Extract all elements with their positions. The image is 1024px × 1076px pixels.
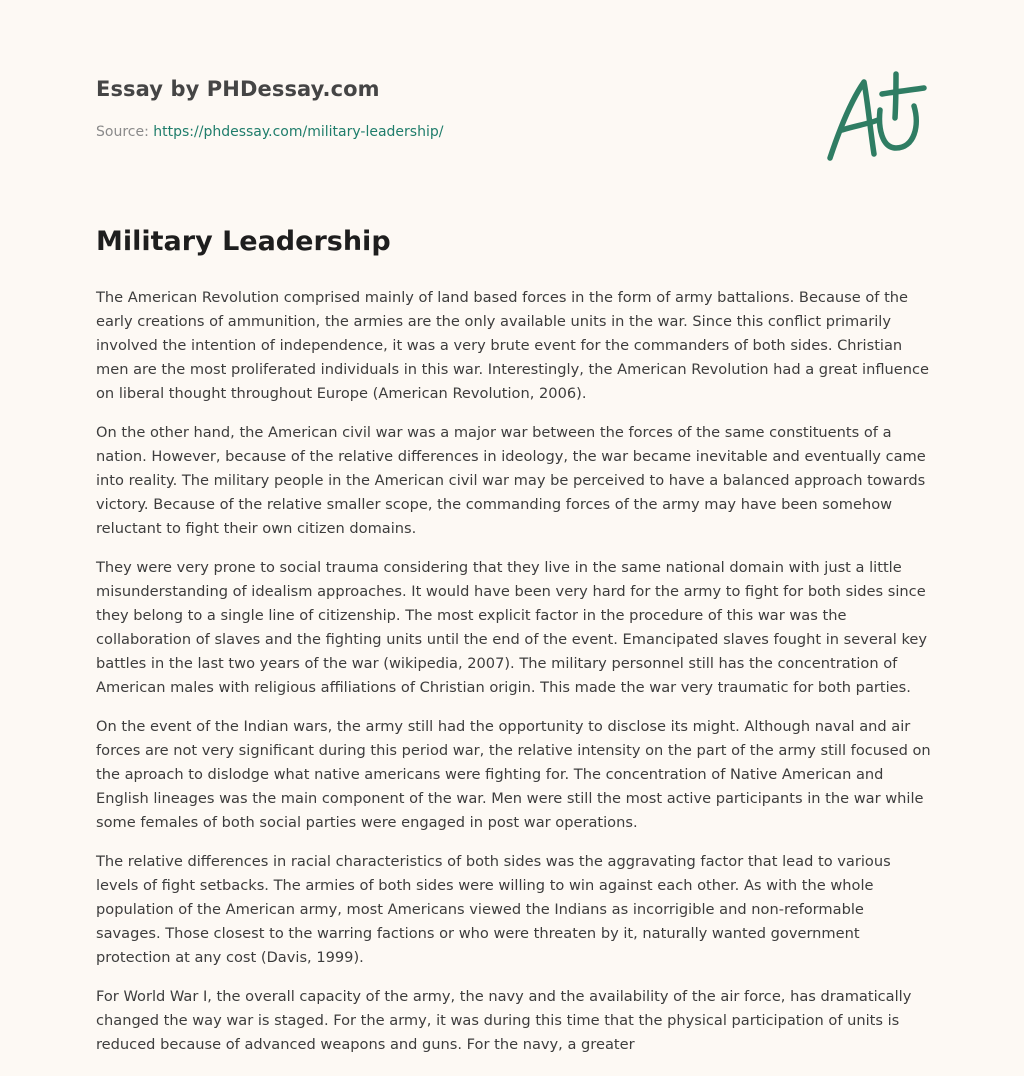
essay-paragraph: The American Revolution comprised mainly of land based forces in the form of army battalions. Because of the early creations of ammunition, the armies are the only available units in the war. Since this conflict primarily involved the intention of independence, it was a very brute event for the commanders of both sides. Christian men are the most proliferated individuals in this war. Interestingly, the American Revolution had a great influence on liberal thought throughout Europe (American Revolution, 2006).: [96, 289, 930, 402]
site-brand: Essay by PHDessay.com: [96, 77, 380, 101]
essay-title: Military Leadership: [96, 226, 391, 257]
source-line: [96, 124, 443, 140]
essay-paragraph: On the event of the Indian wars, the army still had the opportunity to disclose its might. Although naval and air forces are not very significant during this period war, the relative intensity on the part of the army still focused on the aproach to dislodge what native americans were fighting for. The concentration of Native American and English lineages was the main component of the war. Men were still the most active participants in the war while some females of both social parties were engaged in post war operations.: [96, 718, 931, 831]
a-plus-logo-icon: [824, 68, 928, 164]
essay-paragraph: The relative differences in racial characteristics of both sides was the aggravating factor that lead to various levels of fight setbacks. The armies of both sides were willing to win against each other. As with the whole population of the American army, most Americans viewed the Indians as incorrigible and non-reformable savages. Those closest to the warring factions or who were threaten by it, naturally wanted government protection at any cost (Davis, 1999).: [96, 853, 891, 966]
essay-paragraph: They were very prone to social trauma considering that they live in the same national domain with just a little misunderstanding of idealism approaches. It would have been very hard for the army to fight for both sides since they belong to a single line of citizenship. The most explicit factor in the procedure of this war was the collaboration of slaves and the fighting units until the end of the event. Emancipated slaves fought in several key battles in the last two years of the war (wikipedia, 2007). The military personnel still has the concentration of American males with religious affiliations of Christian origin. This made the war very traumatic for both parties.: [96, 559, 928, 696]
source-link[interactable]: https://phdessay.com/military-leadership/: [153, 124, 444, 140]
source-label: Source:: [96, 124, 149, 140]
essay-paragraph: On the other hand, the American civil war was a major war between the forces of the same constituents of a nation. However, because of the relative differences in ideology, the war became inevitable and eventually came into reality. The military people in the American civil war may be perceived to have a balanced approach towards victory. Because of the relative smaller scope, the commanding forces of the army may have been somehow reluctant to fight their own citizen domains.: [96, 424, 926, 537]
essay-body: [96, 286, 932, 1072]
essay-paragraph: For World War I, the overall capacity of the army, the navy and the availability of the air force, has dramatically changed the way war is staged. For the army, it was during this time that the physical participation of units is reduced because of advanced weapons and guns. For the navy, a greater: [96, 988, 912, 1053]
